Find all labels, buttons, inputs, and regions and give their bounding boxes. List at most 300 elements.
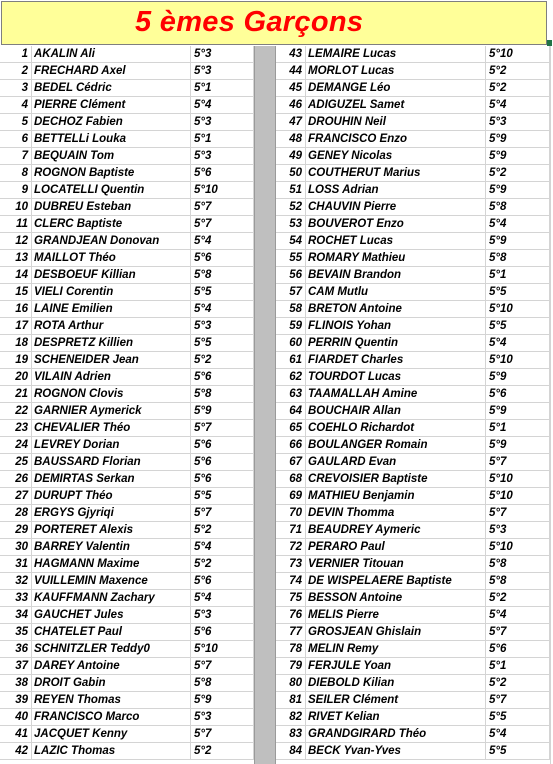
table-row bbox=[0, 488, 254, 505]
table-row bbox=[276, 63, 550, 80]
row-number-cell[interactable]: 9 bbox=[0, 182, 32, 198]
row-number-cell[interactable]: 35 bbox=[0, 624, 32, 640]
row-number-cell[interactable]: 20 bbox=[0, 369, 32, 385]
row-number-cell[interactable]: 72 bbox=[276, 539, 306, 555]
row-number-cell[interactable]: 37 bbox=[0, 658, 32, 674]
student-name-cell[interactable]: CLERC Baptiste bbox=[32, 216, 191, 232]
student-name-cell[interactable]: LOCATELLI Quentin bbox=[32, 182, 191, 198]
student-name-cell[interactable]: VILAIN Adrien bbox=[32, 369, 191, 385]
student-name-cell[interactable]: REYEN Thomas bbox=[32, 692, 191, 708]
student-name-cell[interactable]: CREVOISIER Baptiste bbox=[306, 471, 486, 487]
student-name-cell[interactable]: FRANCISCO Enzo bbox=[306, 131, 486, 147]
table-row bbox=[0, 318, 254, 335]
table-row bbox=[276, 641, 550, 658]
row-number-cell[interactable]: 70 bbox=[276, 505, 306, 521]
student-name-cell[interactable]: DESBOEUF Killian bbox=[32, 267, 191, 283]
row-number-cell[interactable]: 10 bbox=[0, 199, 32, 215]
student-name-cell[interactable]: COUTHERUT Marius bbox=[306, 165, 486, 181]
row-number-cell[interactable]: 67 bbox=[276, 454, 306, 470]
table-row bbox=[0, 63, 254, 80]
row-number-cell[interactable]: 39 bbox=[0, 692, 32, 708]
student-name-cell[interactable]: DESPRETZ Killien bbox=[32, 335, 191, 351]
class-cell[interactable]: 5°2 bbox=[191, 352, 254, 368]
table-row bbox=[0, 726, 254, 743]
row-number-cell[interactable]: 76 bbox=[276, 607, 306, 623]
class-cell[interactable]: 5°2 bbox=[191, 556, 254, 572]
student-name-cell[interactable]: GAULARD Evan bbox=[306, 454, 486, 470]
class-cell[interactable]: 5°5 bbox=[486, 743, 550, 759]
row-number-cell[interactable]: 82 bbox=[276, 709, 306, 725]
student-name-cell[interactable]: BOUVEROT Enzo bbox=[306, 216, 486, 232]
class-cell[interactable]: 5°2 bbox=[486, 63, 550, 79]
row-number-cell[interactable]: 68 bbox=[276, 471, 306, 487]
class-cell[interactable]: 5°6 bbox=[191, 250, 254, 266]
student-name-cell[interactable]: TOURDOT Lucas bbox=[306, 369, 486, 385]
student-name-cell[interactable]: ROGNON Clovis bbox=[32, 386, 191, 402]
student-name-cell[interactable]: FIARDET Charles bbox=[306, 352, 486, 368]
student-name-cell[interactable]: DECHOZ Fabien bbox=[32, 114, 191, 130]
table-row bbox=[276, 369, 550, 386]
row-number-cell[interactable]: 25 bbox=[0, 454, 32, 470]
class-cell[interactable]: 5°10 bbox=[486, 488, 550, 504]
student-name-cell[interactable]: ERGYS Gjyriqi bbox=[32, 505, 191, 521]
table-row bbox=[276, 199, 550, 216]
class-cell[interactable]: 5°2 bbox=[486, 80, 550, 96]
student-name-cell[interactable]: BEQUAIN Tom bbox=[32, 148, 191, 164]
student-name-cell[interactable]: ROTA Arthur bbox=[32, 318, 191, 334]
student-name-cell[interactable]: SCHNITZLER Teddy0 bbox=[32, 641, 191, 657]
row-number-cell[interactable]: 5 bbox=[0, 114, 32, 130]
class-cell[interactable]: 5°2 bbox=[191, 743, 254, 759]
class-cell[interactable]: 5°3 bbox=[191, 607, 254, 623]
student-name-cell[interactable]: GENEY Nicolas bbox=[306, 148, 486, 164]
row-number-cell[interactable]: 18 bbox=[0, 335, 32, 351]
table-row bbox=[276, 420, 550, 437]
class-cell[interactable]: 5°1 bbox=[191, 80, 254, 96]
row-number-cell[interactable]: 64 bbox=[276, 403, 306, 419]
student-name-cell[interactable]: MATHIEU Benjamin bbox=[306, 488, 486, 504]
table-row bbox=[276, 488, 550, 505]
class-cell[interactable]: 5°1 bbox=[486, 658, 550, 674]
row-number-cell[interactable]: 14 bbox=[0, 267, 32, 283]
class-cell[interactable]: 5°10 bbox=[486, 352, 550, 368]
table-row bbox=[276, 590, 550, 607]
row-number-cell[interactable]: 84 bbox=[276, 743, 306, 759]
row-number-cell[interactable]: 24 bbox=[0, 437, 32, 453]
student-name-cell[interactable]: VERNIER Titouan bbox=[306, 556, 486, 572]
table-row bbox=[276, 335, 550, 352]
row-number-cell[interactable]: 12 bbox=[0, 233, 32, 249]
class-cell[interactable]: 5°3 bbox=[486, 114, 550, 130]
row-number-cell[interactable]: 66 bbox=[276, 437, 306, 453]
class-cell[interactable]: 5°8 bbox=[191, 675, 254, 691]
student-name-cell[interactable]: LAINE Emilien bbox=[32, 301, 191, 317]
row-number-cell[interactable]: 42 bbox=[0, 743, 32, 759]
student-name-cell[interactable]: LAZIC Thomas bbox=[32, 743, 191, 759]
row-number-cell[interactable]: 55 bbox=[276, 250, 306, 266]
student-name-cell[interactable]: TAAMALLAH Amine bbox=[306, 386, 486, 402]
class-cell[interactable]: 5°8 bbox=[486, 573, 550, 589]
student-name-cell[interactable]: MAILLOT Théo bbox=[32, 250, 191, 266]
table-row bbox=[0, 301, 254, 318]
table-row bbox=[276, 743, 550, 760]
row-number-cell[interactable]: 78 bbox=[276, 641, 306, 657]
table-row bbox=[276, 250, 550, 267]
class-cell[interactable]: 5°1 bbox=[191, 131, 254, 147]
class-cell[interactable]: 5°3 bbox=[191, 709, 254, 725]
class-cell[interactable]: 5°9 bbox=[486, 437, 550, 453]
row-number-cell[interactable]: 48 bbox=[276, 131, 306, 147]
table-row bbox=[0, 250, 254, 267]
table-row bbox=[276, 709, 550, 726]
table-row bbox=[0, 403, 254, 420]
student-name-cell[interactable]: VIELI Corentin bbox=[32, 284, 191, 300]
student-name-cell[interactable]: AKALIN Ali bbox=[32, 46, 191, 62]
class-cell[interactable]: 5°4 bbox=[486, 216, 550, 232]
table-row bbox=[0, 199, 254, 216]
class-cell[interactable]: 5°6 bbox=[191, 471, 254, 487]
class-cell[interactable]: 5°3 bbox=[486, 522, 550, 538]
student-name-cell[interactable]: CHEVALIER Théo bbox=[32, 420, 191, 436]
student-name-cell[interactable]: LOSS Adrian bbox=[306, 182, 486, 198]
class-cell[interactable]: 5°10 bbox=[191, 641, 254, 657]
row-number-cell[interactable]: 65 bbox=[276, 420, 306, 436]
row-number-cell[interactable]: 6 bbox=[0, 131, 32, 147]
row-number-cell[interactable]: 60 bbox=[276, 335, 306, 351]
row-number-cell[interactable]: 57 bbox=[276, 284, 306, 300]
class-cell[interactable]: 5°4 bbox=[486, 726, 550, 742]
row-number-cell[interactable]: 29 bbox=[0, 522, 32, 538]
table-row bbox=[276, 386, 550, 403]
class-cell[interactable]: 5°10 bbox=[191, 182, 254, 198]
table-row bbox=[276, 114, 550, 131]
class-cell[interactable]: 5°8 bbox=[191, 386, 254, 402]
table-row bbox=[0, 709, 254, 726]
row-number-cell[interactable]: 27 bbox=[0, 488, 32, 504]
student-name-cell[interactable]: BEVAIN Brandon bbox=[306, 267, 486, 283]
table-row bbox=[0, 420, 254, 437]
student-name-cell[interactable]: DROIT Gabin bbox=[32, 675, 191, 691]
student-name-cell[interactable]: KAUFFMANN Zachary bbox=[32, 590, 191, 606]
class-cell[interactable]: 5°7 bbox=[191, 216, 254, 232]
class-cell[interactable]: 5°6 bbox=[486, 386, 550, 402]
row-number-cell[interactable]: 36 bbox=[0, 641, 32, 657]
row-number-cell[interactable]: 50 bbox=[276, 165, 306, 181]
row-number-cell[interactable]: 61 bbox=[276, 352, 306, 368]
table-row bbox=[0, 165, 254, 182]
student-name-cell[interactable]: MORLOT Lucas bbox=[306, 63, 486, 79]
row-number-cell[interactable]: 23 bbox=[0, 420, 32, 436]
table-row bbox=[276, 726, 550, 743]
row-number-cell[interactable]: 16 bbox=[0, 301, 32, 317]
student-name-cell[interactable]: BECK Yvan-Yves bbox=[306, 743, 486, 759]
class-cell[interactable]: 5°4 bbox=[486, 97, 550, 113]
row-number-cell[interactable]: 34 bbox=[0, 607, 32, 623]
table-row bbox=[276, 454, 550, 471]
student-name-cell[interactable]: DE WISPELAERE Baptiste bbox=[306, 573, 486, 589]
row-number-cell[interactable]: 63 bbox=[276, 386, 306, 402]
row-number-cell[interactable]: 56 bbox=[276, 267, 306, 283]
student-name-cell[interactable]: RIVET Kelian bbox=[306, 709, 486, 725]
class-cell[interactable]: 5°7 bbox=[191, 658, 254, 674]
row-number-cell[interactable]: 51 bbox=[276, 182, 306, 198]
row-number-cell[interactable]: 8 bbox=[0, 165, 32, 181]
table-row bbox=[276, 301, 550, 318]
class-cell[interactable]: 5°9 bbox=[486, 369, 550, 385]
table-row bbox=[276, 539, 550, 556]
class-cell[interactable]: 5°7 bbox=[486, 454, 550, 470]
student-name-cell[interactable]: PORTERET Alexis bbox=[32, 522, 191, 538]
class-cell[interactable]: 5°5 bbox=[486, 709, 550, 725]
student-name-cell[interactable]: MELIS Pierre bbox=[306, 607, 486, 623]
class-cell[interactable]: 5°4 bbox=[486, 607, 550, 623]
student-name-cell[interactable]: DEMANGE Léo bbox=[306, 80, 486, 96]
row-number-cell[interactable]: 38 bbox=[0, 675, 32, 691]
student-name-cell[interactable]: DIEBOLD Kilian bbox=[306, 675, 486, 691]
student-name-cell[interactable]: CHAUVIN Pierre bbox=[306, 199, 486, 215]
student-name-cell[interactable]: SCHENEIDER Jean bbox=[32, 352, 191, 368]
student-name-cell[interactable]: MELIN Remy bbox=[306, 641, 486, 657]
student-name-cell[interactable]: BOUCHAIR Allan bbox=[306, 403, 486, 419]
student-name-cell[interactable]: GRANDJEAN Donovan bbox=[32, 233, 191, 249]
row-number-cell[interactable]: 33 bbox=[0, 590, 32, 606]
row-number-cell[interactable]: 3 bbox=[0, 80, 32, 96]
student-name-cell[interactable]: SEILER Clément bbox=[306, 692, 486, 708]
student-name-cell[interactable]: GAUCHET Jules bbox=[32, 607, 191, 623]
row-number-cell[interactable]: 15 bbox=[0, 284, 32, 300]
class-cell[interactable]: 5°9 bbox=[486, 182, 550, 198]
class-cell[interactable]: 5°5 bbox=[486, 284, 550, 300]
title-cell[interactable] bbox=[1, 1, 547, 45]
student-name-cell[interactable]: VUILLEMIN Maxence bbox=[32, 573, 191, 589]
row-number-cell[interactable]: 74 bbox=[276, 573, 306, 589]
class-cell[interactable]: 5°2 bbox=[486, 675, 550, 691]
row-number-cell[interactable]: 21 bbox=[0, 386, 32, 402]
row-number-cell[interactable]: 17 bbox=[0, 318, 32, 334]
column-separator bbox=[254, 46, 276, 764]
student-name-cell[interactable]: JACQUET Kenny bbox=[32, 726, 191, 742]
student-name-cell[interactable]: DROUHIN Neil bbox=[306, 114, 486, 130]
row-number-cell[interactable]: 1 bbox=[0, 46, 32, 62]
table-row bbox=[276, 403, 550, 420]
student-name-cell[interactable]: FLINOIS Yohan bbox=[306, 318, 486, 334]
class-cell[interactable]: 5°7 bbox=[486, 505, 550, 521]
student-name-cell[interactable]: BEAUDREY Aymeric bbox=[306, 522, 486, 538]
student-name-cell[interactable]: CAM Mutlu bbox=[306, 284, 486, 300]
row-number-cell[interactable]: 77 bbox=[276, 624, 306, 640]
class-cell[interactable]: 5°7 bbox=[486, 624, 550, 640]
student-name-cell[interactable]: HAGMANN Maxime bbox=[32, 556, 191, 572]
class-cell[interactable]: 5°2 bbox=[486, 590, 550, 606]
student-name-cell[interactable]: ROCHET Lucas bbox=[306, 233, 486, 249]
student-name-cell[interactable]: BARREY Valentin bbox=[32, 539, 191, 555]
row-number-cell[interactable]: 53 bbox=[276, 216, 306, 232]
row-number-cell[interactable]: 81 bbox=[276, 692, 306, 708]
student-name-cell[interactable]: PIERRE Clément bbox=[32, 97, 191, 113]
table-row bbox=[276, 165, 550, 182]
student-name-cell[interactable]: FRANCISCO Marco bbox=[32, 709, 191, 725]
class-cell[interactable]: 5°8 bbox=[191, 267, 254, 283]
row-number-cell[interactable]: 45 bbox=[276, 80, 306, 96]
student-name-cell[interactable]: DAREY Antoine bbox=[32, 658, 191, 674]
class-cell[interactable]: 5°4 bbox=[191, 539, 254, 555]
row-number-cell[interactable]: 26 bbox=[0, 471, 32, 487]
roster-grid bbox=[0, 46, 550, 764]
class-cell[interactable]: 5°7 bbox=[191, 420, 254, 436]
class-cell[interactable]: 5°6 bbox=[191, 437, 254, 453]
row-number-cell[interactable]: 30 bbox=[0, 539, 32, 555]
class-cell[interactable]: 5°3 bbox=[191, 63, 254, 79]
row-number-cell[interactable]: 79 bbox=[276, 658, 306, 674]
class-cell[interactable]: 5°3 bbox=[191, 46, 254, 62]
table-row bbox=[0, 148, 254, 165]
row-number-cell[interactable]: 22 bbox=[0, 403, 32, 419]
class-cell[interactable]: 5°8 bbox=[486, 250, 550, 266]
class-cell[interactable]: 5°6 bbox=[191, 454, 254, 470]
row-number-cell[interactable]: 59 bbox=[276, 318, 306, 334]
table-row bbox=[0, 692, 254, 709]
student-name-cell[interactable]: DUBREU Esteban bbox=[32, 199, 191, 215]
class-cell[interactable]: 5°6 bbox=[191, 573, 254, 589]
student-name-cell[interactable]: GROSJEAN Ghislain bbox=[306, 624, 486, 640]
class-cell[interactable]: 5°10 bbox=[486, 539, 550, 555]
student-name-cell[interactable]: COEHLO Richardot bbox=[306, 420, 486, 436]
student-name-cell[interactable]: BESSON Antoine bbox=[306, 590, 486, 606]
grid-right-edge bbox=[550, 46, 551, 764]
class-cell[interactable]: 5°4 bbox=[191, 590, 254, 606]
student-name-cell[interactable]: ROMARY Mathieu bbox=[306, 250, 486, 266]
class-cell[interactable]: 5°9 bbox=[486, 148, 550, 164]
table-row bbox=[276, 573, 550, 590]
row-number-cell[interactable]: 11 bbox=[0, 216, 32, 232]
student-name-cell[interactable]: BEDEL Cédric bbox=[32, 80, 191, 96]
class-cell[interactable]: 5°3 bbox=[191, 148, 254, 164]
class-cell[interactable]: 5°3 bbox=[191, 114, 254, 130]
row-number-cell[interactable]: 73 bbox=[276, 556, 306, 572]
row-number-cell[interactable]: 31 bbox=[0, 556, 32, 572]
student-name-cell[interactable]: BAUSSARD Florian bbox=[32, 454, 191, 470]
table-row bbox=[276, 267, 550, 284]
class-cell[interactable]: 5°10 bbox=[486, 301, 550, 317]
table-row bbox=[0, 216, 254, 233]
class-cell[interactable]: 5°5 bbox=[191, 335, 254, 351]
row-number-cell[interactable]: 28 bbox=[0, 505, 32, 521]
row-number-cell[interactable]: 62 bbox=[276, 369, 306, 385]
class-cell[interactable]: 5°4 bbox=[191, 97, 254, 113]
class-cell[interactable]: 5°6 bbox=[486, 641, 550, 657]
row-number-cell[interactable]: 58 bbox=[276, 301, 306, 317]
student-name-cell[interactable]: BETTELLi Louka bbox=[32, 131, 191, 147]
row-number-cell[interactable]: 4 bbox=[0, 97, 32, 113]
student-name-cell[interactable]: BRETON Antoine bbox=[306, 301, 486, 317]
class-cell[interactable]: 5°7 bbox=[486, 692, 550, 708]
table-row bbox=[0, 573, 254, 590]
row-number-cell[interactable]: 44 bbox=[276, 63, 306, 79]
row-number-cell[interactable]: 32 bbox=[0, 573, 32, 589]
student-name-cell[interactable]: LEMAIRE Lucas bbox=[306, 46, 486, 62]
row-number-cell[interactable]: 7 bbox=[0, 148, 32, 164]
row-number-cell[interactable]: 46 bbox=[276, 97, 306, 113]
table-row bbox=[0, 556, 254, 573]
row-number-cell[interactable]: 49 bbox=[276, 148, 306, 164]
table-row bbox=[0, 539, 254, 556]
class-cell[interactable]: 5°1 bbox=[486, 267, 550, 283]
row-number-cell[interactable]: 83 bbox=[276, 726, 306, 742]
class-cell[interactable]: 5°10 bbox=[486, 471, 550, 487]
class-cell[interactable]: 5°5 bbox=[486, 318, 550, 334]
class-cell[interactable]: 5°6 bbox=[191, 624, 254, 640]
class-cell[interactable]: 5°9 bbox=[486, 131, 550, 147]
row-number-cell[interactable]: 40 bbox=[0, 709, 32, 725]
row-number-cell[interactable]: 19 bbox=[0, 352, 32, 368]
table-row bbox=[276, 182, 550, 199]
class-cell[interactable]: 5°2 bbox=[191, 522, 254, 538]
student-name-cell[interactable]: ROGNON Baptiste bbox=[32, 165, 191, 181]
class-cell[interactable]: 5°4 bbox=[486, 335, 550, 351]
student-name-cell[interactable]: DURUPT Théo bbox=[32, 488, 191, 504]
student-name-cell[interactable]: PERARO Paul bbox=[306, 539, 486, 555]
student-name-cell[interactable]: GRANDGIRARD Théo bbox=[306, 726, 486, 742]
class-cell[interactable]: 5°5 bbox=[191, 284, 254, 300]
class-cell[interactable]: 5°10 bbox=[486, 46, 550, 62]
student-name-cell[interactable]: LEVREY Dorian bbox=[32, 437, 191, 453]
row-number-cell[interactable]: 2 bbox=[0, 63, 32, 79]
row-number-cell[interactable]: 13 bbox=[0, 250, 32, 266]
class-cell[interactable]: 5°9 bbox=[191, 692, 254, 708]
student-name-cell[interactable]: CHATELET Paul bbox=[32, 624, 191, 640]
row-number-cell[interactable]: 47 bbox=[276, 114, 306, 130]
class-cell[interactable]: 5°7 bbox=[191, 199, 254, 215]
student-name-cell[interactable]: FRECHARD Axel bbox=[32, 63, 191, 79]
class-cell[interactable]: 5°1 bbox=[486, 420, 550, 436]
class-cell[interactable]: 5°7 bbox=[191, 726, 254, 742]
class-cell[interactable]: 5°8 bbox=[486, 199, 550, 215]
student-name-cell[interactable]: PERRIN Quentin bbox=[306, 335, 486, 351]
class-cell[interactable]: 5°2 bbox=[486, 165, 550, 181]
student-name-cell[interactable]: DEVIN Thomma bbox=[306, 505, 486, 521]
row-number-cell[interactable]: 43 bbox=[276, 46, 306, 62]
class-cell[interactable]: 5°6 bbox=[191, 165, 254, 181]
student-name-cell[interactable]: FERJULE Yoan bbox=[306, 658, 486, 674]
row-number-cell[interactable]: 80 bbox=[276, 675, 306, 691]
row-number-cell[interactable]: 71 bbox=[276, 522, 306, 538]
class-cell[interactable]: 5°3 bbox=[191, 318, 254, 334]
class-cell[interactable]: 5°4 bbox=[191, 301, 254, 317]
class-cell[interactable]: 5°7 bbox=[191, 505, 254, 521]
class-cell[interactable]: 5°9 bbox=[486, 403, 550, 419]
row-number-cell[interactable]: 75 bbox=[276, 590, 306, 606]
table-row bbox=[0, 267, 254, 284]
row-number-cell[interactable]: 69 bbox=[276, 488, 306, 504]
class-cell[interactable]: 5°6 bbox=[191, 369, 254, 385]
class-cell[interactable]: 5°9 bbox=[191, 403, 254, 419]
row-number-cell[interactable]: 41 bbox=[0, 726, 32, 742]
row-number-cell[interactable]: 52 bbox=[276, 199, 306, 215]
class-cell[interactable]: 5°9 bbox=[486, 233, 550, 249]
table-row bbox=[276, 658, 550, 675]
student-name-cell[interactable]: ADIGUZEL Samet bbox=[306, 97, 486, 113]
table-row bbox=[0, 284, 254, 301]
row-number-cell[interactable]: 54 bbox=[276, 233, 306, 249]
student-name-cell[interactable]: DEMIRTAS Serkan bbox=[32, 471, 191, 487]
table-row bbox=[0, 80, 254, 97]
student-name-cell[interactable]: GARNIER Aymerick bbox=[32, 403, 191, 419]
class-cell[interactable]: 5°8 bbox=[486, 556, 550, 572]
student-name-cell[interactable]: BOULANGER Romain bbox=[306, 437, 486, 453]
table-row bbox=[276, 437, 550, 454]
class-cell[interactable]: 5°4 bbox=[191, 233, 254, 249]
class-cell[interactable]: 5°5 bbox=[191, 488, 254, 504]
